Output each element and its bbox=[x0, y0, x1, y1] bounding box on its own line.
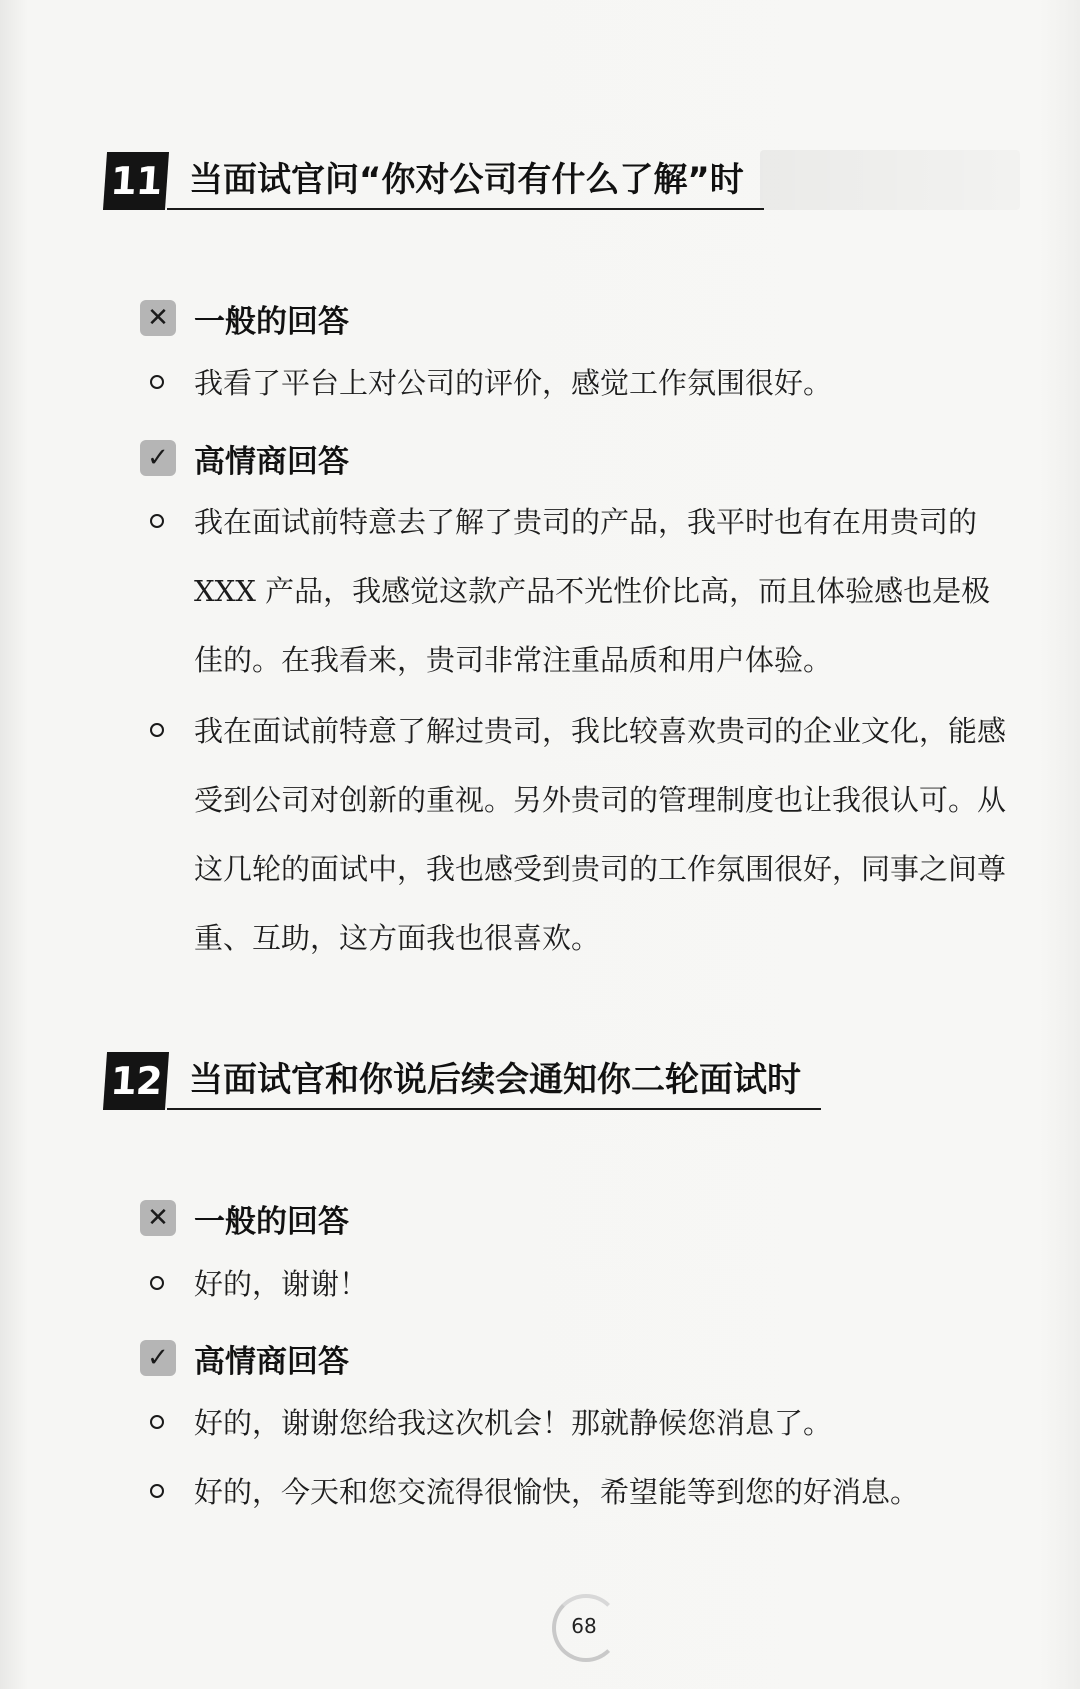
section-12-heading bbox=[105, 1050, 821, 1110]
x-mark-icon: ✕ bbox=[140, 300, 176, 336]
page-number bbox=[552, 1594, 616, 1658]
page-number-text: 68 bbox=[571, 1614, 597, 1638]
answer-item bbox=[150, 349, 1020, 418]
general-answer-label: 一般的回答 bbox=[194, 1203, 349, 1240]
answer-item bbox=[150, 488, 1020, 695]
bullet-circle-icon bbox=[150, 1276, 164, 1290]
section-title: 当面试官和你说后续会通知你二轮面试时 bbox=[167, 1058, 821, 1110]
answer-item bbox=[150, 697, 1020, 973]
bullet-circle-icon bbox=[150, 1415, 164, 1429]
answer-text: 好的，谢谢您给我这次机会！那就静候您消息了。 bbox=[194, 1406, 833, 1440]
section-11-heading bbox=[105, 150, 764, 210]
bullet-circle-icon bbox=[150, 375, 164, 389]
bullet-circle-icon bbox=[150, 1484, 164, 1498]
answer-text: 我在面试前特意了解过贵司，我比较喜欢贵司的企业文化，能感受到公司对创新的重视。另外贵司的管理制度也让我很认可。从这几轮的面试中，我也感受到贵司的工作氛围很好，同事之间尊重、互助，这方面我也很喜欢。 bbox=[194, 714, 1007, 955]
check-mark-icon: ✓ bbox=[140, 1340, 176, 1376]
bullet-circle-icon bbox=[150, 514, 164, 528]
answer-item bbox=[150, 1389, 1020, 1458]
answer-text: 我看了平台上对公司的评价，感觉工作氛围很好。 bbox=[194, 366, 833, 400]
check-mark-icon: ✓ bbox=[140, 440, 176, 476]
bleed-through-shadow bbox=[760, 150, 1020, 210]
answer-text: 我在面试前特意去了解了贵司的产品，我平时也有在用贵司的 XXX 产品，我感觉这款产品不光性价比高，而且体验感也是极佳的。在我看来，贵司非常注重品质和用户体验。 bbox=[194, 505, 991, 677]
high-eq-answer-label: 高情商回答 bbox=[194, 1343, 349, 1380]
section-number-badge: 12 bbox=[103, 1052, 169, 1110]
general-answer-label: 一般的回答 bbox=[194, 303, 349, 340]
answer-text: 好的，谢谢！ bbox=[194, 1267, 369, 1301]
general-answer-heading bbox=[140, 1196, 349, 1240]
high-eq-answer-heading bbox=[140, 1336, 349, 1380]
x-mark-icon: ✕ bbox=[140, 1200, 176, 1236]
high-eq-answer-heading bbox=[140, 436, 349, 480]
page-number-ring-icon bbox=[552, 1594, 620, 1662]
answer-item bbox=[150, 1250, 1020, 1319]
high-eq-answer-label: 高情商回答 bbox=[194, 443, 349, 480]
section-title: 当面试官问“你对公司有什么了解”时 bbox=[167, 158, 764, 210]
bullet-circle-icon bbox=[150, 723, 164, 737]
answer-item bbox=[150, 1458, 1020, 1527]
answer-text: 好的，今天和您交流得很愉快，希望能等到您的好消息。 bbox=[194, 1475, 920, 1509]
section-number-badge: 11 bbox=[103, 152, 169, 210]
general-answer-heading bbox=[140, 296, 349, 340]
